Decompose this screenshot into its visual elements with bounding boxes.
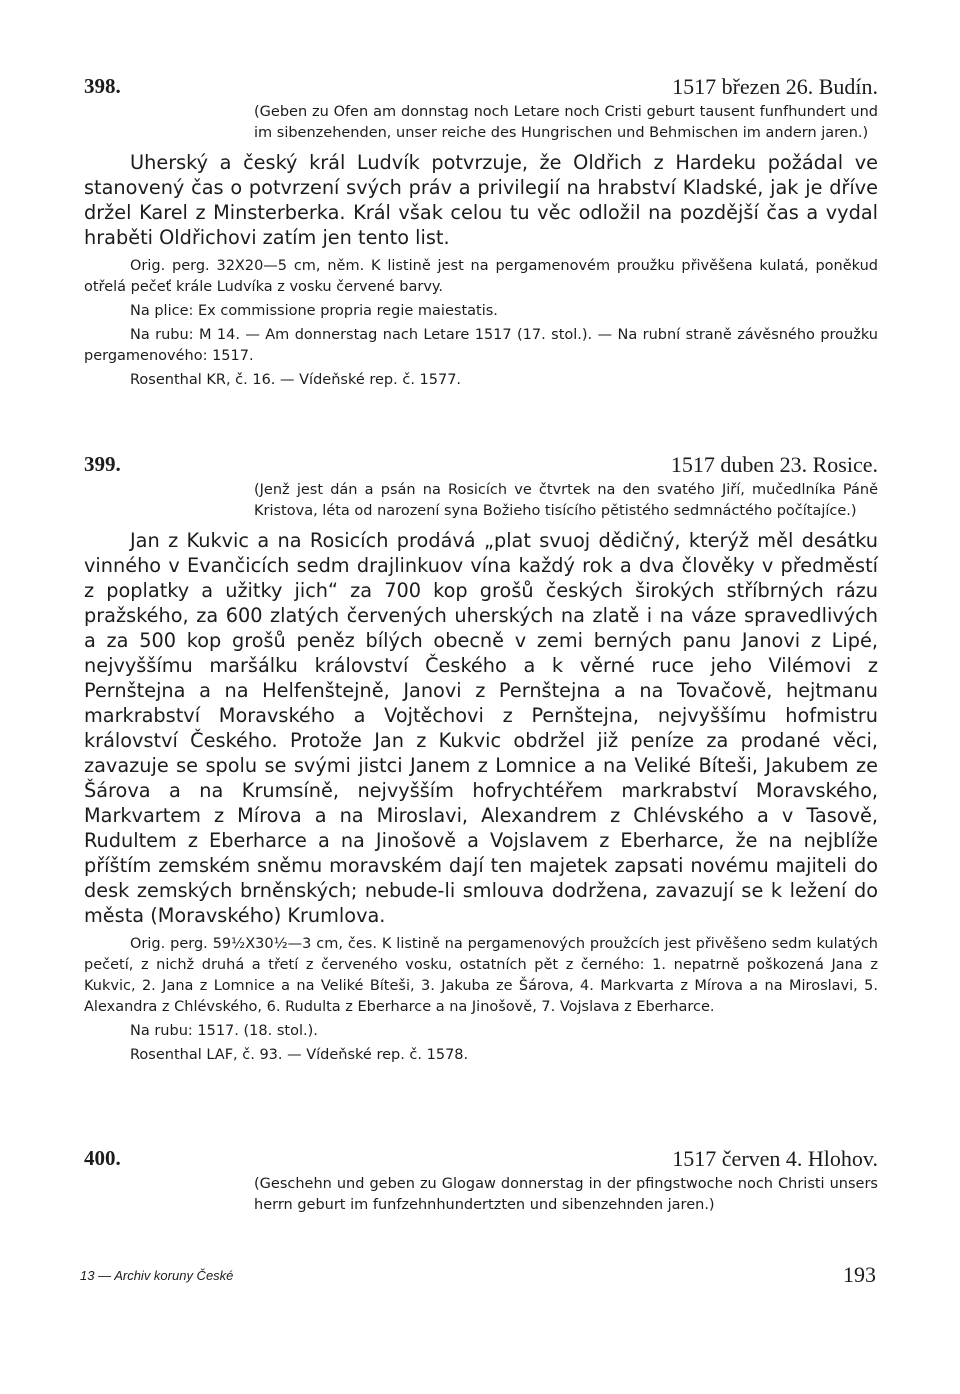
note-original: Orig. perg. 59½X30½—3 cm, čes. K listině na pergamenových proužcích jest přivěšeno sedm kulatých pečetí, z nichž druhá a třetí z červeného vosku, ostatních pět z černého: 1. nepatrně poškozená Jana z Kukvic, 2. Jana z Lomnice a na Veliké Bíteši, 3. Jakuba ze Šárova, 4. Markvarta z Mírova a na Miroslavi, 5. Alexandra z Chlévského, 6. Rudulta z Eberharce a na Jinošově, 7. Vojslava z Eberharce. [84,936,878,1015]
note-plica: Na plice: Ex commissione propria regie maiestatis. [130,303,498,319]
archival-notes [84,256,878,391]
original-dating-note: (Geschehn und geben zu Glogaw donnerstag in der pfingstwoche noch Christi unsers herrn geburt im funfzehnhundertzten und sibenzehnden jaren.) [254,1176,878,1213]
note-dorsal: Na rubu: 1517. (18. stol.). [130,1023,318,1039]
original-dating-note: (Jenž jest dán a psán na Rosicích ve čtvrtek na den svatého Jiří, mučedlníka Páně Kristova, léta od narození syna Božieho tisícího pětistého sedmnáctého počítajíce.) [254,482,878,519]
entry-number: 399. [84,452,121,476]
note-dorsal: Na rubu: M 14. — Am donnerstag nach Letare 1517 (17. stol.). — Na rubní straně závěsného proužku pergamenového: 1517. [84,327,878,364]
signature-mark: 13 — Archiv koruny České [80,1268,234,1283]
entry-date-place: 1517 červen 4. Hlohov. [672,1146,878,1171]
regest-text: Jan z Kukvic a na Rosicích prodává „plat svuoj dědičný, kterýž měl desátku vinného v Evančicích sedm drajlinkuov vína každý rok a dva člověky v předměstí z poplatky a užitky jich“ za 700 kop grošů českých širokých stříbrných rázu pražského, za 600 zlatých červených uherských na zlatě i na váze spravedlivých a za 500 kop grošů peněz bílých obecně v zemi berných panu Janovi z Lipé, nejvyššímu maršálku království Českého a k věrné ruce jeho Vilémovi z Pernštejna a na Helfenštejně, Janovi z Pernštejna a na Tovačově, hejtmanu markrabství Moravského a Vojtěchovi z Pernštejna, nejvyššímu hofmistru království Českého. Protože Jan z Kukvic obdržel již peníze za prodané věci, zavazuje se spolu se svými jistci Janem z Lomnice a na Veliké Bíteši, Jakubem ze Šárova a na Krumsíně, nejvyšším hofrychtéřem markrabství Moravského, Markvartem z Mírova a na Miroslavi, Alexandrem z Chlévského a v Tasově, Rudultem z Eberharce a na Jinošově a Vojslavem z Eberharce, že na nejblíže příštím zemském sněmu moravském dají ten majetek zapsati novému majiteli do desk zemských brněnských; nebude-li smlouva dodržena, zavazují se k ležení do města (Moravského) Krumlova. [84,529,878,927]
entry-398 [84,74,878,391]
entry-header [84,74,878,102]
entry-400 [84,1146,878,1216]
note-references: Rosenthal LAF, č. 93. — Vídeňské rep. č. 1578. [130,1047,469,1063]
archival-notes [84,934,878,1066]
entry-number: 398. [84,74,121,98]
original-dating-note: (Geben zu Ofen am donnstag noch Letare noch Cristi geburt tausent funfhundert und im sibenzehenden, unser reiche des Hungrischen und Behmischen im andern jaren.) [254,104,878,141]
entry-header [84,452,878,480]
note-original: Orig. perg. 32X20—5 cm, něm. K listině jest na pergamenovém proužku přivěšena kulatá, poněkud otřelá pečeť krále Ludvíka z vosku červené barvy. [84,258,878,295]
entry-date-place: 1517 březen 26. Budín. [672,74,878,99]
entry-number: 400. [84,1146,121,1170]
page-number: 193 [843,1262,876,1287]
entry-header [84,1146,878,1174]
entry-399 [84,452,878,1066]
regest-text: Uherský a český král Ludvík potvrzuje, že Oldřich z Hardeku požádal ve stanovený čas o potvrzení svých práv a privilegií na hrabství Kladské, jak je dříve držel Karel z Minsterberka. Král však celou tu věc odložil na pozdější čas a vydal hraběti Oldřichovi zatím jen tento list. [84,151,878,249]
note-references: Rosenthal KR, č. 16. — Vídeňské rep. č. 1577. [130,372,462,388]
entry-date-place: 1517 duben 23. Rosice. [670,452,878,477]
